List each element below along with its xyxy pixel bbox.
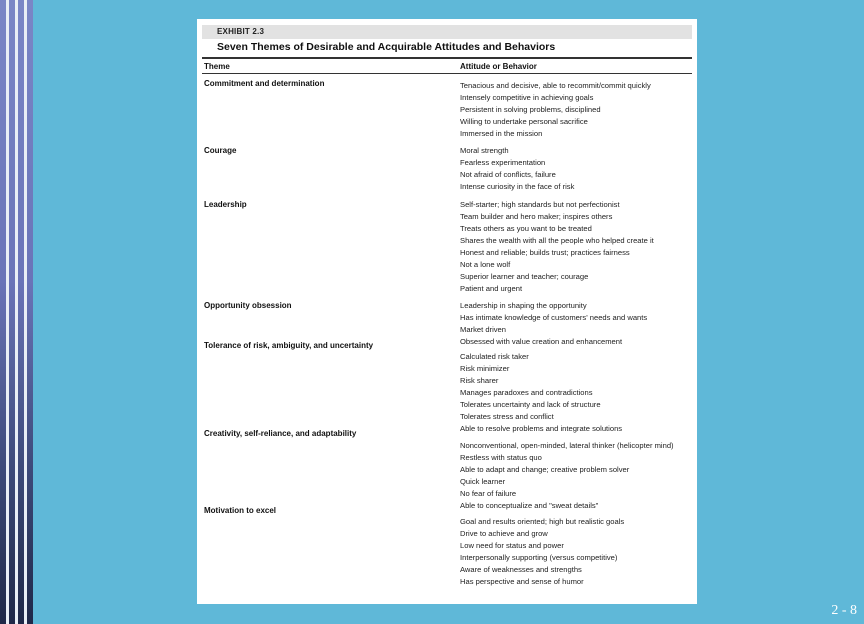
behavior-item: Self-starter; high standards but not perfectionist — [460, 200, 620, 209]
behavior-item: Intense curiosity in the face of risk — [460, 182, 575, 191]
behavior-item: Able to conceptualize and "sweat details" — [460, 501, 599, 510]
theme-opportunity: Opportunity obsession — [204, 301, 292, 310]
behavior-item: Aware of weaknesses and strengths — [460, 565, 582, 574]
behavior-item: Able to adapt and change; creative problem solver — [460, 465, 630, 474]
behavior-item: Manages paradoxes and contradictions — [460, 388, 593, 397]
behavior-item: Not afraid of conflicts, failure — [460, 170, 556, 179]
behavior-item: Restless with status quo — [460, 453, 542, 462]
behavior-item: Willing to undertake personal sacrifice — [460, 117, 588, 126]
behavior-item: Patient and urgent — [460, 284, 523, 293]
behavior-item: Immersed in the mission — [460, 129, 543, 138]
behavior-item: Market driven — [460, 325, 507, 334]
behavior-item: Interpersonally supporting (versus competitive) — [460, 553, 618, 562]
theme-column-header: Theme — [204, 62, 230, 71]
exhibit-title: Seven Themes of Desirable and Acquirable Attitudes and Behaviors — [217, 41, 556, 53]
behavior-item: Honest and reliable; builds trust; practices fairness — [460, 248, 630, 257]
theme-tolerance: Tolerance of risk, ambiguity, and uncertainty — [204, 341, 374, 350]
exhibit-document — [197, 19, 697, 604]
page-number: 2 - 8 — [831, 603, 857, 618]
exhibit-label: EXHIBIT 2.3 — [217, 27, 265, 36]
behavior-item: Shares the wealth with all the people who helped create it — [460, 236, 654, 245]
behavior-item: No fear of failure — [460, 489, 517, 498]
behavior-item: Fearless experimentation — [460, 158, 546, 167]
header-top-rule — [202, 57, 692, 59]
exhibit-header-bar — [202, 25, 692, 39]
behavior-item: Treats others as you want to be treated — [460, 224, 592, 233]
theme-commitment: Commitment and determination — [204, 79, 325, 88]
theme-leadership: Leadership — [204, 200, 247, 209]
behavior-item: Superior learner and teacher; courage — [460, 272, 589, 281]
behavior-item: Tenacious and decisive, able to recommit/commit quickly — [460, 81, 651, 90]
behavior-item: Low need for status and power — [460, 541, 564, 550]
theme-courage: Courage — [204, 146, 237, 155]
behavior-item: Has perspective and sense of humor — [460, 577, 584, 586]
behavior-item: Moral strength — [460, 146, 509, 155]
behavior-item: Risk minimizer — [460, 364, 510, 373]
stripe — [27, 0, 33, 624]
behavior-column-header: Attitude or Behavior — [460, 62, 537, 71]
behavior-item: Nonconventional, open-minded, lateral thinker (helicopter mind) — [460, 441, 674, 450]
behavior-item: Persistent in solving problems, disciplined — [460, 105, 601, 114]
decorative-stripes — [0, 0, 32, 624]
behavior-item: Leadership in shaping the opportunity — [460, 301, 587, 310]
behavior-item: Quick learner — [460, 477, 506, 486]
behavior-item: Drive to achieve and grow — [460, 529, 548, 538]
behavior-item: Risk sharer — [460, 376, 499, 385]
behavior-item: Calculated risk taker — [460, 352, 529, 361]
behavior-item: Obsessed with value creation and enhancement — [460, 337, 623, 346]
header-bottom-rule — [202, 73, 692, 74]
behavior-item: Tolerates stress and conflict — [460, 412, 554, 421]
behavior-item: Has intimate knowledge of customers' needs and wants — [460, 313, 648, 322]
behavior-item: Team builder and hero maker; inspires others — [460, 212, 613, 221]
behavior-item: Able to resolve problems and integrate solutions — [460, 424, 623, 433]
behavior-item: Intensely competitive in achieving goals — [460, 93, 594, 102]
behavior-item: Goal and results oriented; high but realistic goals — [460, 517, 625, 526]
behavior-item: Tolerates uncertainty and lack of structure — [460, 400, 601, 409]
theme-creativity: Creativity, self-reliance, and adaptability — [204, 429, 357, 438]
behavior-item: Not a lone wolf — [460, 260, 511, 269]
theme-motivation: Motivation to excel — [204, 506, 277, 515]
